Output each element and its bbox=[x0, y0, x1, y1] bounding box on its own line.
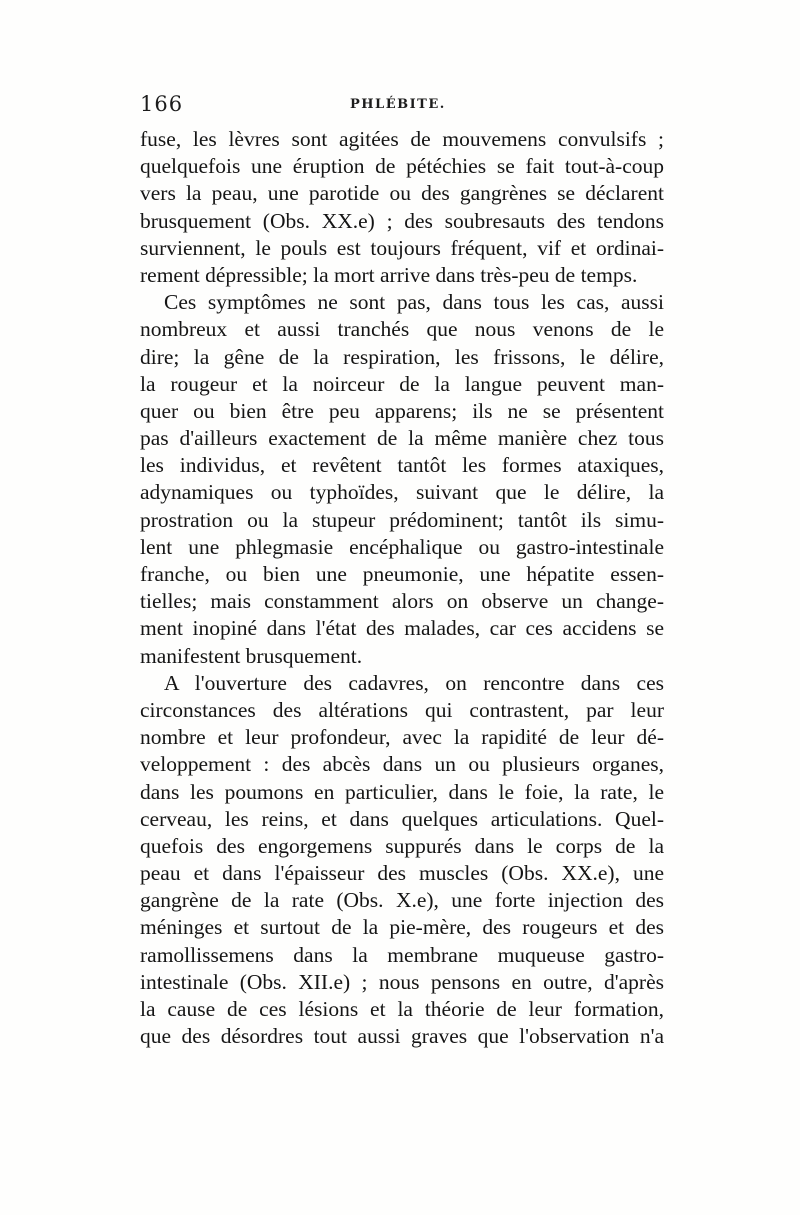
text-line: nombreux et aussi tranchés que nous venons de le bbox=[140, 317, 664, 342]
running-head: PHLÉBITE. bbox=[350, 97, 446, 112]
text-line: manifestent brusquement. bbox=[140, 643, 363, 668]
text-line: A l'ouverture des cadavres, on rencontre dans ces bbox=[164, 670, 664, 695]
text-line: tielles; mais constamment alors on observe un change- bbox=[140, 589, 664, 614]
text-line: nombre et leur profondeur, avec la rapidité de leur dé- bbox=[140, 725, 664, 750]
text-line: la rougeur et la noirceur de la langue peuvent man- bbox=[140, 371, 664, 396]
text-line: adynamiques ou typhoïdes, suivant que le délire, la bbox=[140, 480, 664, 505]
text-line: pas d'ailleurs exactement de la même manière chez tous bbox=[140, 426, 664, 451]
text-line: surviennent, le pouls est toujours fréquent, vif et ordinai- bbox=[140, 235, 664, 260]
text-line: méninges et surtout de la pie-mère, des rougeurs et des bbox=[140, 915, 664, 940]
text-line: brusquement (Obs. XX.e) ; des soubresauts des tendons bbox=[140, 208, 664, 233]
text-line: que des désordres tout aussi graves que l'observation n'a bbox=[140, 1024, 664, 1049]
text-line: franche, ou bien une pneumonie, une hépatite essen- bbox=[140, 562, 664, 586]
text-line: vers la peau, une parotide ou des gangrènes se déclarent bbox=[140, 181, 664, 206]
text-line: prostration ou la stupeur prédominent; tantôt ils simu- bbox=[140, 507, 664, 532]
text-line: circonstances des altérations qui contrastent, par leur bbox=[140, 697, 664, 722]
text-line: ramollissemens dans la membrane muqueuse gastro- bbox=[140, 942, 664, 967]
text-line: quelquefois une éruption de pétéchies se fait tout-à-coup bbox=[140, 154, 664, 179]
text-line: rement dépressible; la mort arrive dans très-peu de temps. bbox=[140, 262, 638, 287]
text-line: quer ou bien être peu apparens; ils ne se présentent bbox=[140, 398, 664, 423]
text-line: la cause de ces lésions et la théorie de leur formation, bbox=[140, 997, 664, 1021]
text-line: veloppement : des abcès dans un ou plusieurs organes, bbox=[140, 752, 664, 777]
page-header bbox=[140, 92, 664, 120]
text-line: dans les poumons en particulier, dans le foie, la rate, le bbox=[140, 779, 664, 804]
text-line: gangrène de la rate (Obs. X.e), une forte injection des bbox=[140, 888, 664, 913]
text-line: intestinale (Obs. XII.e) ; nous pensons en outre, d'après bbox=[140, 969, 664, 994]
text-line: cerveau, les reins, et dans quelques articulations. Quel- bbox=[140, 806, 664, 831]
text-line: quefois des engorgemens suppurés dans le corps de la bbox=[140, 833, 664, 858]
text-line: les individus, et revêtent tantôt les formes ataxiques, bbox=[140, 453, 664, 478]
text-line: lent une phlegmasie encéphalique ou gastro-intestinale bbox=[140, 534, 664, 559]
text-line: dire; la gêne de la respiration, les frissons, le délire, bbox=[140, 344, 664, 369]
text-line: ment inopiné dans l'état des malades, car ces accidens se bbox=[140, 616, 664, 641]
page-number: 166 bbox=[140, 92, 184, 116]
text-line: fuse, les lèvres sont agitées de mouvemens convulsifs ; bbox=[140, 127, 664, 151]
text-line: peau et dans l'épaisseur des muscles (Obs. XX.e), une bbox=[140, 861, 664, 886]
body-text bbox=[140, 126, 664, 1050]
text-line: Ces symptômes ne sont pas, dans tous les cas, aussi bbox=[164, 290, 664, 315]
